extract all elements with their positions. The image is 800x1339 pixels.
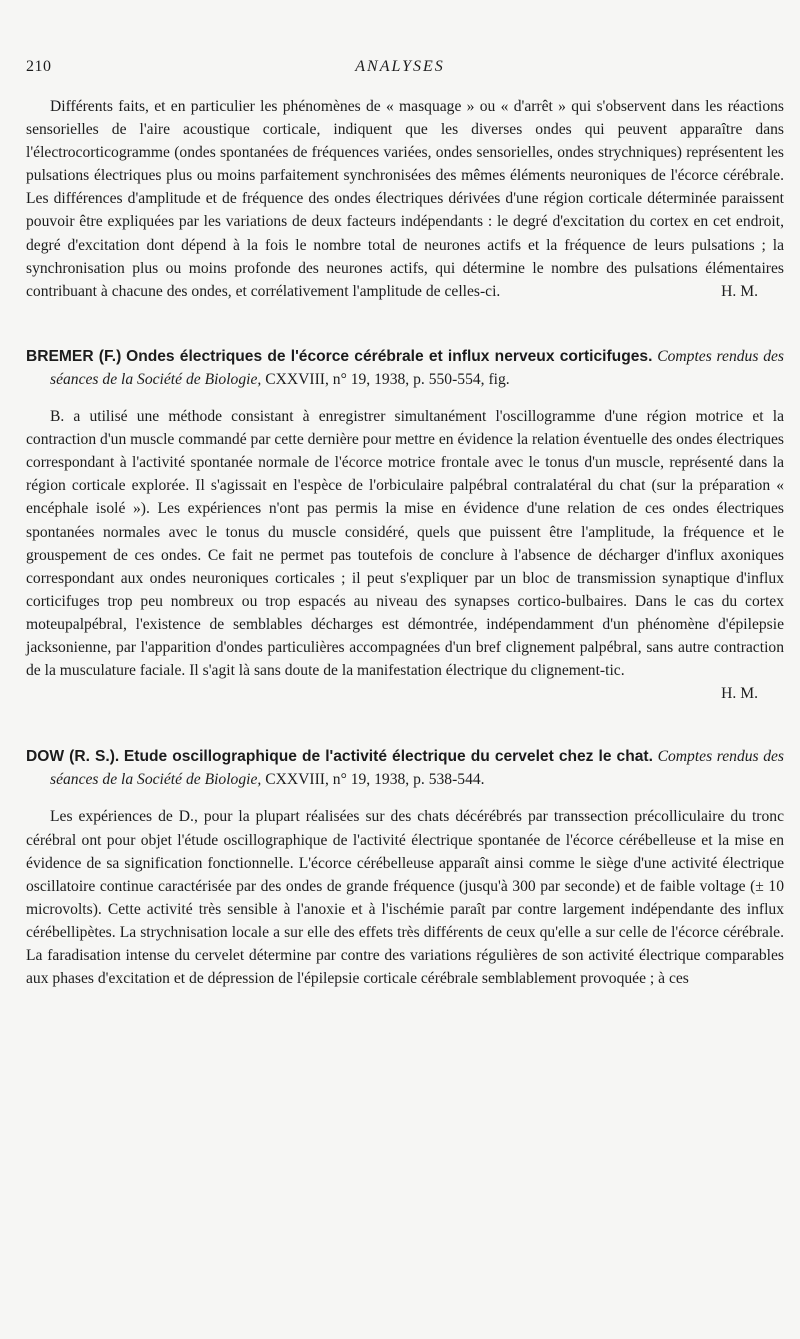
article2-pages: p. 538-544. [413, 771, 485, 789]
article1-body: B. a utilisé une méthode consistant à enregistrer simultanément l'oscillogramme d'une région motrice et la contraction d'un muscle commandé par cette dernière pour mettre en évidence la relation éventuelle des ondes électriques correspondant à l'activité spontanée normale de l'écorce motrice frontale avec le tonus d'un muscle, représenté dans la région corticale explorée. Il s'agissait en l'espèce de l'orbiculaire palpébral contralatéral du chat (sur la préparation « encéphale isolé »). Les expériences n'ont pas permis la mise en évidence d'une relation de ces ondes électriques spontanées normales avec le tonus du muscle considéré, quels que puissent être l'amplitude, la fréquence et le grouspement de ces ondes. Ce fait ne permet pas toutefois de conclure à l'absence de décharger d'influx axoniques correspondant aux ondes neuroniques corticales ; il peut s'expliquer par un bloc de transmission synaptique d'influx corticifuges trop peu nombreux ou trop espacés au niveau des synapses cortico-bulbaires. Dans le cas du cortex moteupalpébral, l'existence de semblables décharges est démontrée, indépendamment d'un phénomène d'épilepsie jacksonienne, par l'apparition d'ondes particulières accompagnées d'un bref clignement palpébral, sans autre contraction de la musculature faciale. Il s'agit là sans doute de la manifestation électrique du clignement-tic. [26, 408, 784, 680]
intro-signature: H. M. [721, 282, 758, 300]
article1-signature: H. M. [721, 685, 758, 703]
article1-journal: Comptes rendus des séances de la Société de Biologie, [50, 347, 784, 388]
intro-text: Différents faits, et en particulier les phénomènes de « masquage » ou « d'arrêt » qui s'observent dans les réactions sensorielles de l'aire acoustique corticale, indiquent que les diverses ondes qui peuvent apparaître dans l'électrocorticogramme (ondes spontanées de fréquences variées, ondes sensorielles, ondes strychniques) représentent les pulsations électriques plus ou moins parfaitement synchronisées des mêmes éléments neuroniques de l'écorce cérébrale. Les différences d'amplitude et de fréquence des ondes électriques dérivées d'une région corticale déterminée paraissent pouvoir être expliquées par les variations de deux facteurs indépendants : le degré d'excitation du cortex en cet endroit, degré d'excitation dont dépend à la fois le nombre total de neurones actifs et la fréquence de leurs pulsations ; la synchronisation plus ou moins profonde des neurones actifs, qui détermine le nombre des pulsations élémentaires contribuant à chacune des ondes, et corrélativement l'amplitude de celles-ci. [26, 98, 784, 300]
running-head [0, 58, 800, 82]
article1-title: Ondes électriques de l'écorce cérébrale et influx nerveux corticifuges. [126, 347, 653, 365]
page-body [26, 95, 784, 990]
article2-volume: CXXVIII, n° 19, 1938, [265, 771, 410, 789]
article2-author: DOW (R. S.). [26, 748, 120, 766]
article2-journal: Comptes rendus des séances de la Société de Biologie, [50, 748, 784, 789]
page-number: 210 [26, 58, 52, 75]
intro-paragraph [26, 95, 784, 303]
article1-volume: CXXVIII, n° 19, 1938, [265, 370, 410, 388]
article1-citation [26, 345, 784, 391]
article2-body: Les expériences de D., pour la plupart réalisées sur des chats décérébrés par transsection précolliculaire du tronc cérébral ont pour objet l'étude oscillographique de l'activité électrique spontanée de l'écorce cérébelleuse et la mise en évidence de sa signification fonctionnelle. L'écorce cérébelleuse apparaît ainsi comme le siège d'une activité électrique oscillatoire continue caractérisée par des ondes de grande fréquence (jusqu'à 300 par seconde) et de faible voltage (± 10 microvolts). Cette activité très sensible à l'anoxie et à l'ischémie paraît par contre largement indépendante des influx cérébellipètes. La strychnisation locale a sur elle des effets très différents de ceux qu'elle a sur celle de l'écorce cérébrale. La faradisation intense du cervelet détermine par contre des variations régulières de son activité électrique comparables aux phases d'excitation et de dépression de l'épilepsie corticale cérébrale semblablement provoquée ; à ces [26, 808, 784, 988]
article1-pages: p. 550-554, fig. [413, 370, 510, 388]
article1-author: BREMER (F.) [26, 347, 122, 365]
article2-citation [26, 745, 784, 791]
running-title: ANALYSES [355, 58, 445, 75]
article2-title: Etude oscillographique de l'activité électrique du cervelet chez le chat. [123, 748, 653, 766]
